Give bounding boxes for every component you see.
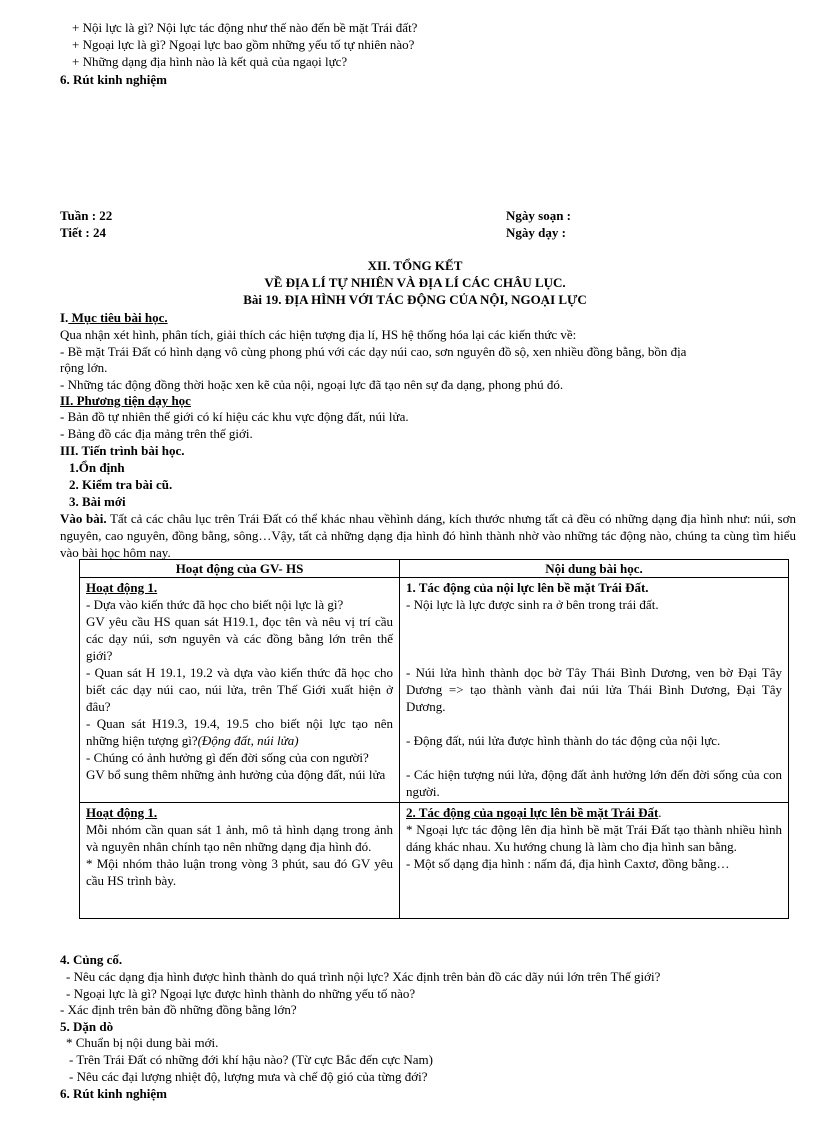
review-question: + Nội lực là gì? Nội lực tác động như thế nào đến bề mặt Trái đất? [72,20,418,35]
activity-line: Mỗi nhóm cần quan sát 1 ảnh, mô tả hình dạng trong ảnh và nguyên nhân chính tạo nên những dạng địa hình đó. [86,822,393,854]
content-title-text: 2. Tác động của ngoại lực lên bề mặt Trái Đất [406,805,659,820]
activity-line: - Chúng có ảnh hưởng gì đến đời sống của con người? [86,750,369,765]
activity-line-italic: (Động đất, núi lửa) [197,733,299,748]
prep-date-label: Ngày soạn : [506,208,572,223]
activity-line: - Quan sát H 19.1, 19.2 và dựa vào kiến thức đã học cho biết các dạy núi cao, núi lửa, trên Thế Giới xuất hiện ở đâu? [86,665,393,714]
table-header-row [80,560,789,578]
lesson-intro-text: Tất cả các châu lục trên Trái Đất có thể khác nhau vềhình dáng, kích thước nhưng tất cả đều có những dạng địa hình như: núi, sơn nguyên, cao nguyên, đồng bằng, sông…Vậy, tất cả những dạng địa hình đó hình thành nhờ vào những tác động nào, chúng ta cùng tìm hiểu vào bài học hôm nay. [60,511,796,560]
content-line: - Nội lực là lực được sinh ra ở bên trong trái đất. [406,597,659,612]
activity-line [86,715,393,749]
col-header-activities: Hoạt động của GV- HS [80,560,400,578]
consolidation-item: - Ngoại lực là gì? Ngoại lực được hình thành do những yếu tố nào? [66,986,416,1001]
chapter-subtitle: VỀ ĐỊA LÍ TỰ NHIÊN VÀ ĐỊA LÍ CÁC CHÂU LỤC. [264,275,566,290]
review-question: + Ngoại lực là gì? Ngoại lực bao gồm những yếu tố tự nhiên nào? [72,37,415,52]
activity-title: Hoạt động 1. [86,805,158,820]
period-label: Tiết : 24 [60,225,106,240]
content-title [406,804,782,821]
consolidation-item: - Nêu các dạng địa hình được hình thành do quá trình nội lực? Xác định trên bản đồ các dãy núi lớn trên Thế giới? [66,969,661,984]
means-item: - Bản đồ tự nhiên thế giới có kí hiệu các khu vực động đất, núi lửa. [60,409,409,424]
homework-item: * Chuẩn bị nội dung bài mới. [66,1035,219,1050]
homework-item: - Nêu các đại lượng nhiệt độ, lượng mưa và chế độ gió của từng đới? [69,1069,428,1084]
content-line: - Các hiện tượng núi lửa, động đất ảnh hưởng lớn đến đời sống của con người. [406,767,782,799]
consolidation-item: - Xác định trên bản đồ những đồng bằng lớn? [60,1002,297,1017]
objectives-number: I. [60,310,69,325]
activities-table [79,559,789,919]
activity-title: Hoạt động 1. [86,580,158,595]
process-step: 2. Kiểm tra bài cũ. [69,477,173,492]
review-question: + Những dạng địa hình nào là kết quả của ngaọi lực? [72,54,348,69]
activity-line: GV bổ sung thêm những ảnh hưởng của động đất, núi lửa [86,767,386,782]
chapter-title: XII. TỔNG KẾT [367,258,463,273]
lesson-intro-label: Vào bài. [60,511,107,526]
process-step: 3. Bài mới [69,494,126,509]
content-cell [400,578,789,803]
lesson-intro [60,510,796,561]
means-heading: II. Phương tiện dạy học [60,393,191,408]
experience-heading: 6. Rút kinh nghiệm [60,1086,167,1101]
content-line: - Động đất, núi lửa được hình thành do tác động của nội lực. [406,733,721,748]
homework-item: - Trên Trái Đất có những đới khí hậu nào? (Từ cực Bắc đến cực Nam) [69,1052,433,1067]
objectives-item-continued: rộng lớn. [60,360,108,375]
teach-date-label: Ngày dạy : [506,225,566,240]
objectives-heading [60,309,168,326]
experience-heading-top: 6. Rút kinh nghiệm [60,72,167,87]
activity-cell [80,803,400,919]
col-header-content: Nội dung bài học. [400,560,789,578]
consolidation-heading: 4. Củng cố. [60,952,123,967]
means-item: - Bảng đồ các địa mảng trên thế giới. [60,426,253,441]
objectives-item: - Những tác động đồng thời hoặc xen kẽ của nội, ngoại lực đã tạo nên sự đa dạng, phong phú đó. [60,377,564,392]
content-line: * Ngoại lực tác động lên địa hình bề mặt Trái Đất tạo thành nhiều hình dáng khác nhau. Xu hướng chung là làm cho địa hình san bằng. [406,822,782,854]
objectives-intro: Qua nhận xét hình, phân tích, giải thích các hiện tượng địa lí, HS hệ thống hóa lại các kiến thức về: [60,327,577,342]
week-label: Tuần : 22 [60,208,113,223]
activity-line: - Dựa vào kiến thức đã học cho biết nội lực là gì? [86,597,344,612]
content-cell [400,803,789,919]
process-heading: III. Tiến trình bài học. [60,443,185,458]
content-line: - Một số dạng địa hình : nấm đá, địa hình Caxtơ, đồng bằng… [406,856,730,871]
activity-line-text: - Quan sát H19.3, 19.4, 19.5 cho biết nội lực tạo nên những hiện tượng gì? [86,716,393,748]
lesson-title: Bài 19. ĐỊA HÌNH VỚI TÁC ĐỘNG CỦA NỘI, NGOẠI LỰC [243,292,587,307]
objectives-item: - Bề mặt Trái Đất có hình dạng vô cùng phong phú với các dạy núi cao, sơn nguyên đồ sộ, xen nhiều đồng bằng, bồn địa [60,344,687,359]
content-title-tail: . [658,805,662,820]
activity-line: * Mội nhóm thảo luận trong vòng 3 phút, sau đó GV yêu cầu HS trình bày. [86,856,393,888]
activity-line: GV yêu cầu HS quan sát H19.1, đọc tên và nêu vị trí cầu các dạy núi, sơn nguyên và các đồng bằng lớn trên thế giới? [86,614,393,663]
table-row [80,803,789,919]
objectives-heading-text: Mục tiêu bài học. [68,310,168,325]
table-row [80,578,789,803]
process-step: 1.Ổn định [69,460,125,475]
activity-cell [80,578,400,803]
content-title: 1. Tác động của nội lực lên bề mặt Trái Đất. [406,580,649,595]
content-line: - Núi lửa hình thành dọc bờ Tây Thái Bình Dương, ven bờ Đại Tây Dương => tạo thành vành đai núi lửa Thái Bình Dương, Đại Tây Dương. [406,665,782,714]
homework-heading: 5. Dặn dò [60,1019,114,1034]
